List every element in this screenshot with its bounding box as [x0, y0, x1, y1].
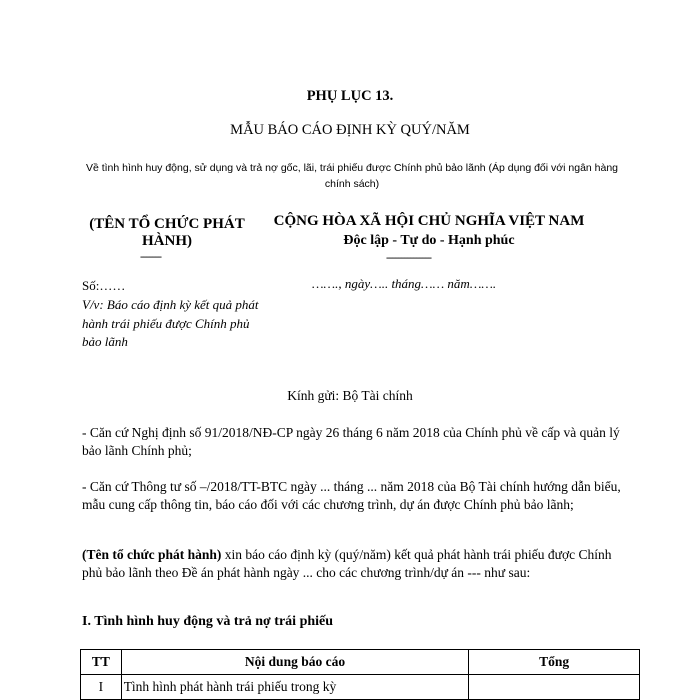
legal-basis-2: - Căn cứ Thông tư số –/2018/TT-BTC ngày ... tháng ... năm 2018 của Bộ Tài chính hướng dẫn biểu, mẫu cung cấp thông tin, báo cáo đối với các chương trình, dự án được Chính phủ bảo lãnh; [82, 479, 621, 512]
table-row [81, 675, 640, 700]
legal-basis-1: - Căn cứ Nghị định số 91/2018/NĐ-CP ngày 26 tháng 6 năm 2018 của Chính phủ về cấp và quản lý bảo lãnh Chính phủ; [82, 425, 620, 458]
issuer-placeholder: (Tên tổ chức phát hành) [82, 547, 222, 562]
recipient-line: Kính gửi: Bộ Tài chính [287, 388, 413, 403]
form-subtitle: Về tình hình huy động, sử dụng và trả nợ gốc, lãi, trái phiếu được Chính phủ bảo lãnh (Áp dụng đối với ngân hàng chính sách) [85, 162, 619, 190]
row-total [469, 675, 640, 700]
issuer-divider: ------- [140, 249, 161, 263]
table-header-row [81, 650, 640, 675]
intro-paragraph [82, 546, 630, 582]
issuer-name: (TÊN TỔ CHỨC PHÁT HÀNH) [89, 216, 245, 249]
document-subject: V/v: Báo cáo định kỳ kết quả phát hành trái phiếu được Chính phủ bảo lãnh [82, 297, 259, 349]
row-content: Tình hình phát hành trái phiếu trong kỳ [121, 675, 469, 700]
document-date: ……., ngày….. tháng…… năm……. [312, 276, 497, 291]
row-number: I [81, 675, 122, 700]
section-title: I. Tình hình huy động và trả nợ trái phiếu [82, 614, 334, 629]
nation-divider: --------------- [386, 250, 431, 264]
document-number: Số:…… [82, 278, 126, 293]
intro-text: xin báo cáo định kỳ (quý/năm) kết quả phát hành trái phiếu được Chính phủ bảo lãnh theo Đề án phát hành ngày ... cho các chương trình/dự án --- như sau: [82, 547, 612, 580]
report-table [80, 649, 640, 700]
form-title: MẪU BÁO CÁO ĐỊNH KỲ QUÝ/NĂM [230, 122, 470, 138]
header-content: Nội dung báo cáo [121, 650, 469, 675]
header-tt: TT [81, 650, 122, 675]
header-total: Tổng [469, 650, 640, 675]
nation-name: CỘNG HÒA XÃ HỘI CHỦ NGHĨA VIỆT NAM [273, 213, 585, 229]
appendix-title: PHỤ LỤC 13. [306, 88, 394, 104]
nation-motto: Độc lập - Tự do - Hạnh phúc [343, 233, 515, 248]
